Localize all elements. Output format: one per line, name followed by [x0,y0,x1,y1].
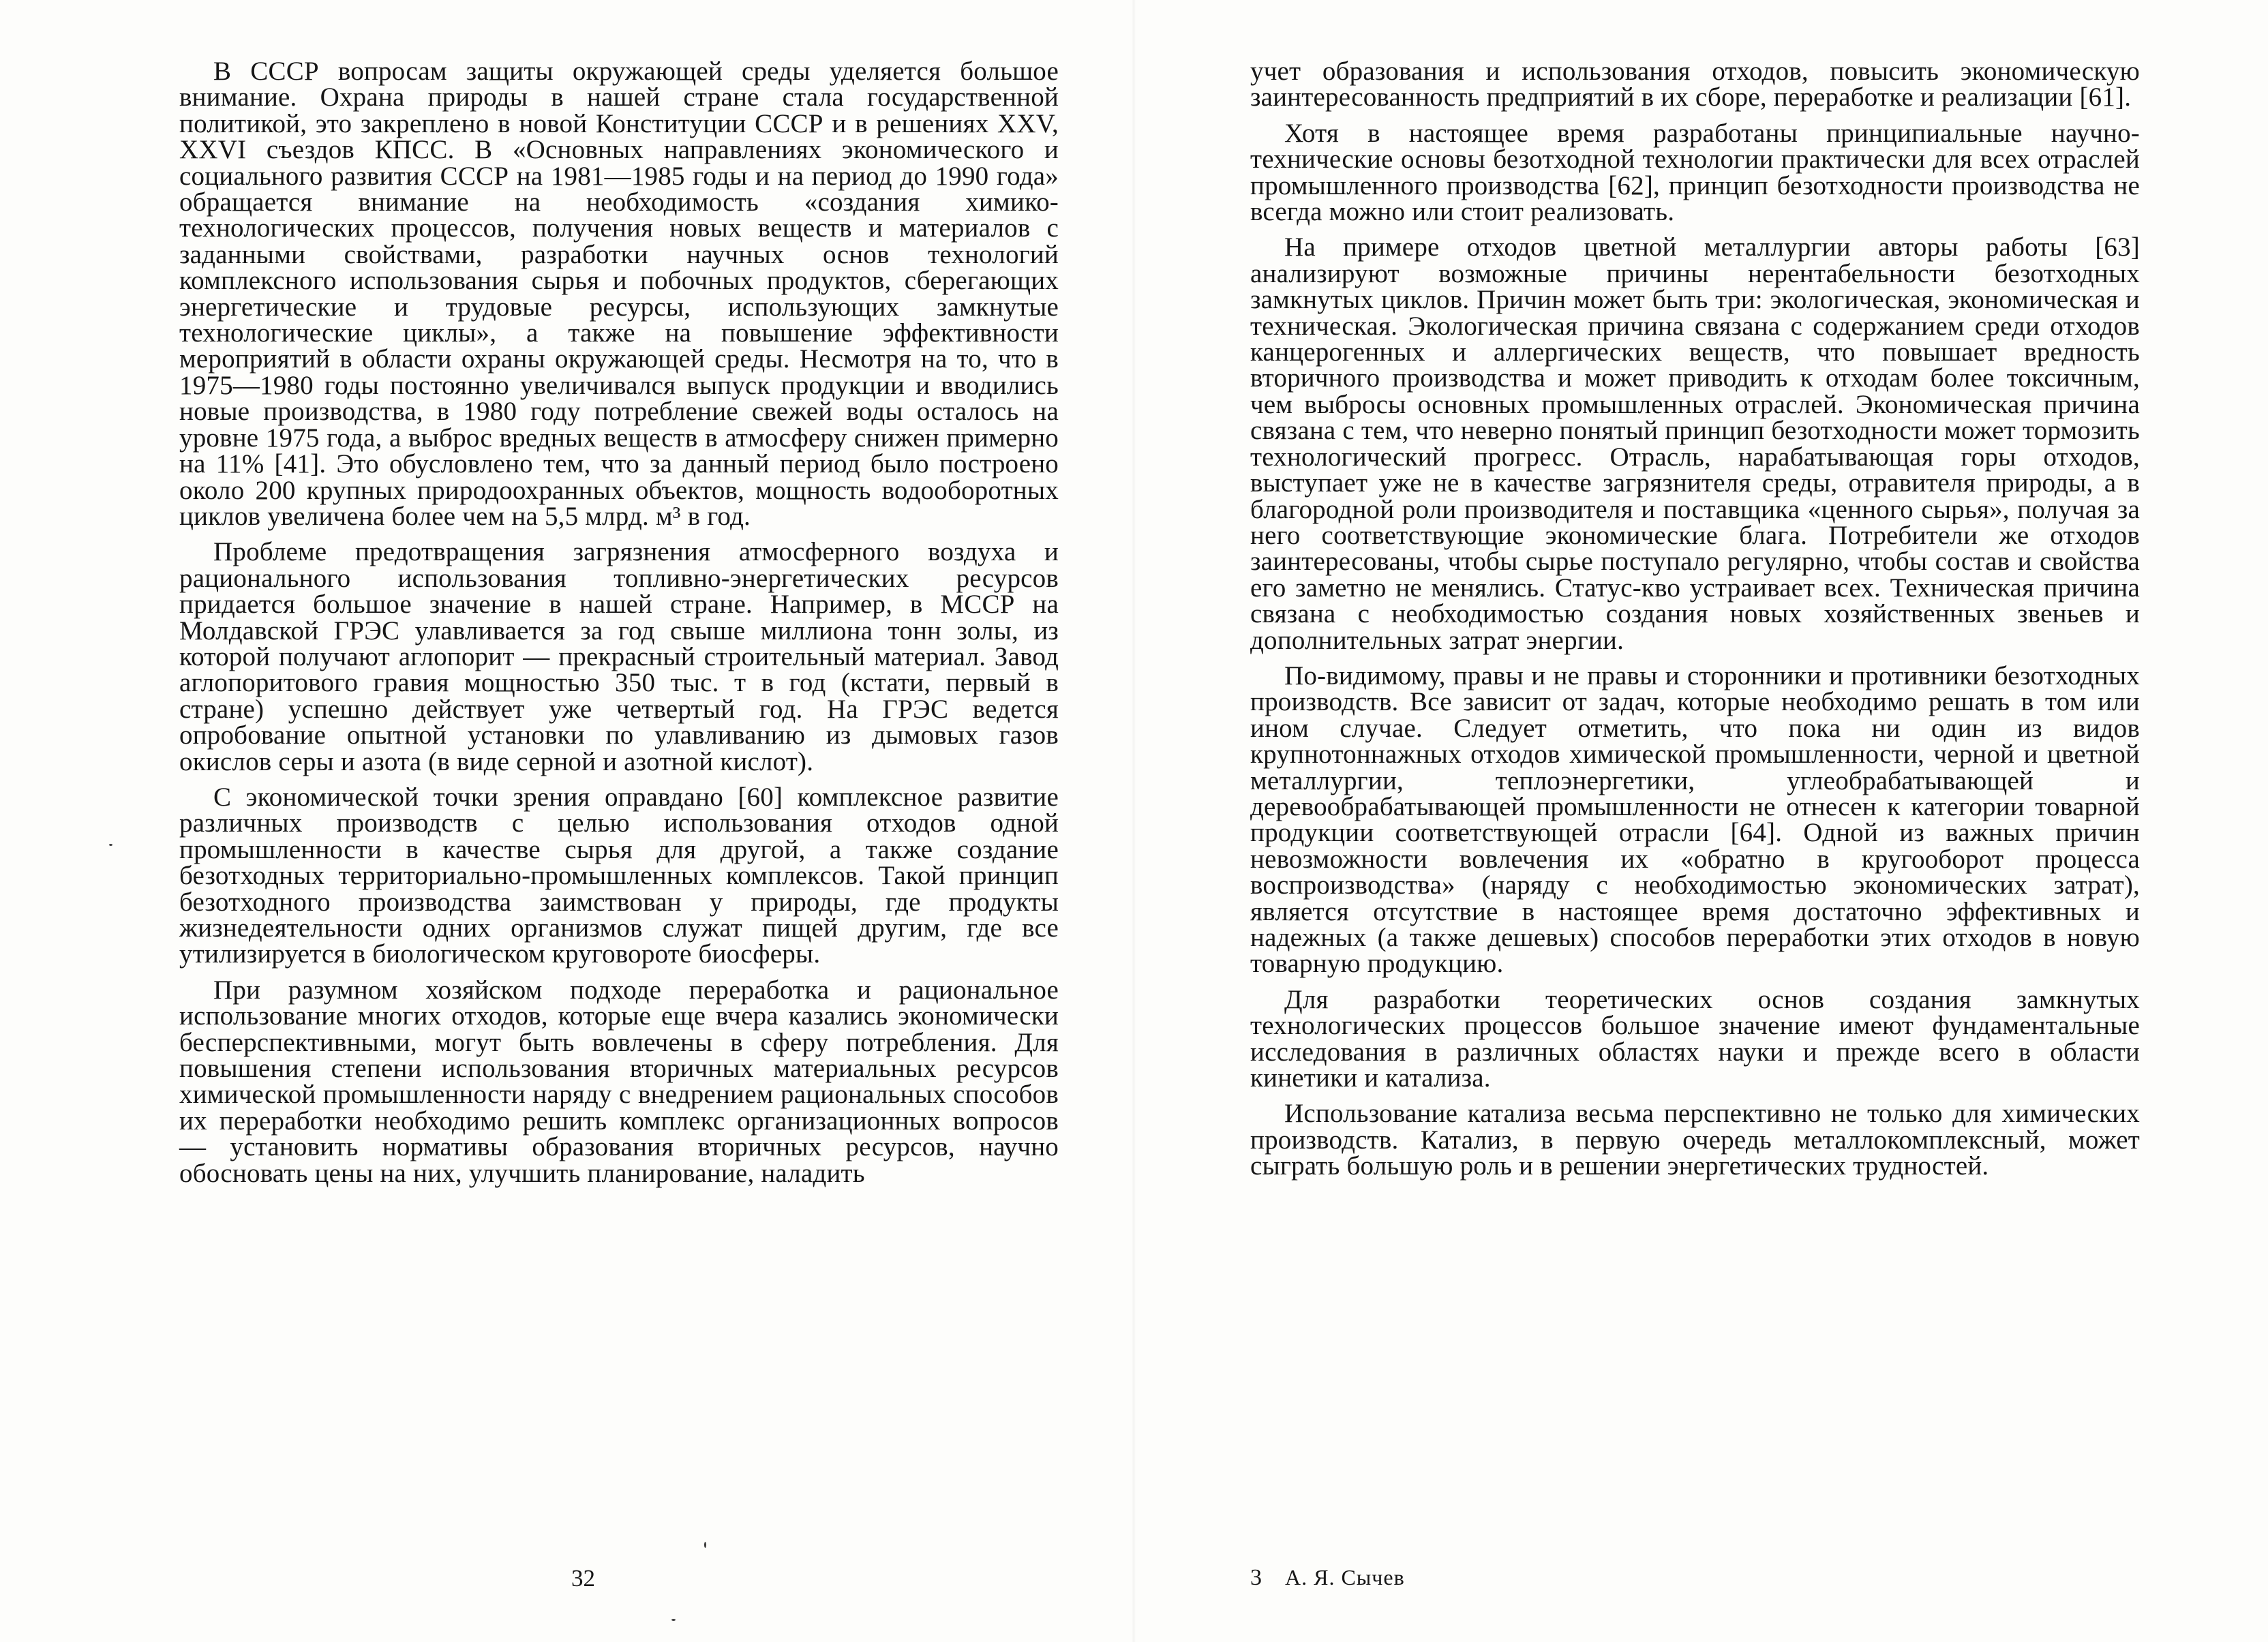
right-page [1134,0,2268,1642]
right-paragraph-2: Хотя в настоящее время разработаны принципиальные научно-технические основы безотходной технологии практически для всех отраслей промышленного производства [62], принцип безотходности производства не всегда можно или стоит реализовать. [1250,118,2140,227]
left-page-number: 32 [571,1565,595,1592]
right-paragraph-4: По-видимому, правы и не правы и сторонники и противники безотходных производств. Все зависит от задач, которые необходимо решать в том или ином случае. Следует отметить, что пока ни один из видов крупнотоннажных отходов химической промышленности, черной и цветной металлургии, теплоэнергетики, углеобрабатывающей и деревообрабатывающей промышленности не отнесен к категории товарной продукции соответствующей отрасли [64]. Одной из важных причин невозможности вовлечения их «обратно в кругооборот процесса воспроизводства» (наряду с необходимостью экономических затрат), является отсутствие в настоящее время достаточно эффективных и надежных (а также дешевых) способов переработки этих отходов в новую товарную продукцию. [1250,660,2140,979]
right-paragraph-3: На примере отходов цветной металлургии авторы работы [63] анализируют возможные причины нерентабельности безотходных замкнутых циклов. Причин может быть три: экологическая, экономическая и техническая. Экологическая причина связана с содержанием среди отходов канцерогенных и аллергических веществ, что повышает вредность вторичного производства и может приводить к отходам более токсичным, чем выбросы основных промышленных отраслей. Экономическая причина связана с тем, что неверно понятый принцип безотходности может тормозить технологический прогресс. Отрасль, нарабатывающая горы отходов, выступает уже не в качестве загрязнителя среды, отравителя природы, а в благородной роли производителя и поставщика «ценного сырья», получая за него соответствующие экономические блага. Потребители же отходов заинтересованы, чтобы сырье поступало регулярно, чтобы состав и свойства его заметно не менялись. Статус-кво устраивает всех. Техническая причина связана с необходимостью создания новых хозяйственных звеньев и дополнительных затрат энергии. [1250,232,2140,655]
signature-mark [1250,1565,1405,1591]
right-paragraph-5: Для разработки теоретических основ создания замкнутых технологических процессов большое значение имеют фундаментальные исследования в различных областях науки и прежде всего в области кинетики и катализа. [1250,984,2140,1093]
right-paragraph-6: Использование катализа весьма перспективно не только для химических производств. Катализ, в первую очередь металлокомплексный, может сыграть большую роль и в решении энергетических трудностей. [1250,1099,2140,1181]
left-paragraph-2: Проблеме предотвращения загрязнения атмосферного воздуха и рационального использования топливно-энергетических ресурсов придается большое значение в нашей стране. Например, в МССР на Молдавской ГРЭС улавливается за год свыше миллиона тонн золы, из которой получают аглопорит — прекрасный строительный материал. Завод аглопоритового гравия мощностью 350 тыс. т в год (кстати, первый в стране) успешно действует уже четвертый год. На ГРЭС ведется опробование опытной установки по улавливанию из дымовых газов окислов серы и азота (в виде серной и азотной кислот). [179,537,1059,776]
left-paragraph-3: С экономической точки зрения оправдано [60] комплексное развитие различных производств с целью использования отходов одной промышленности в качестве сырья для другой, а также создание безотходных территориально-промышленных комплексов. Такой принцип безотходного производства заимствован у природы, где продукты жизнедеятельности одних организмов служат пищей другим, где все утилизируется в биологическом круговороте биосферы. [179,782,1059,969]
signature-author: А. Я. Сычев [1285,1565,1405,1590]
left-text-column [179,59,1059,1196]
right-paragraph-1: учет образования и использования отходов, повысить экономическую заинтересованность предприятий в их сборе, переработке и реализации [61]. [1250,57,2140,112]
left-paragraph-1: В СССР вопросам защиты окружающей среды уделяется большое внимание. Охрана природы в нашей стране стала государственной политикой, это закреплено в новой Конституции СССР и в решениях XXV, XXVI съездов КПСС. В «Основных направлениях экономического и социального развития СССР на 1981—1985 годы и на период до 1990 года» обращается внимание на необходимость «создания химико-технологических процессов, получения новых веществ и материалов с заданными свойствами, разработки научных основ технологий комплексного использования сырья и побочных продуктов, сберегающих энергетические и трудовые ресурсы, использующих замкнутые технологические циклы», а также на повышение эффективности мероприятий в области охраны окружающей среды. Несмотря на то, что в 1975—1980 годы постоянно увеличивался выпуск продукции и вводились новые производства, в 1980 году потребление свежей воды осталось на уровне 1975 года, а выброс вредных веществ в атмосферу снижен примерно на 11% [41]. Это обусловлено тем, что за данный период было построено около 200 крупных природоохранных объектов, мощность водооборотных циклов увеличена более чем на 5,5 млрд. м³ в год. [179,57,1059,531]
left-paragraph-4: При разумном хозяйском подходе переработка и рациональное использование многих отходов, которые еще вчера казались экономически бесперспективными, могут быть вовлечены в сферу потребления. Для повышения степени использования вторичных материальных ресурсов химической промышленности наряду с внедрением рациональных способов их переработки необходимо решить комплекс организационных вопросов — установить нормативы образования вторичных ресурсов, научно обосновать цены на них, улучшить планирование, наладить [179,975,1059,1188]
print-speck [704,1542,706,1548]
signature-number: 3 [1250,1565,1262,1590]
print-speck [671,1619,676,1621]
print-speck [109,844,112,846]
right-text-column [1250,59,2140,1189]
